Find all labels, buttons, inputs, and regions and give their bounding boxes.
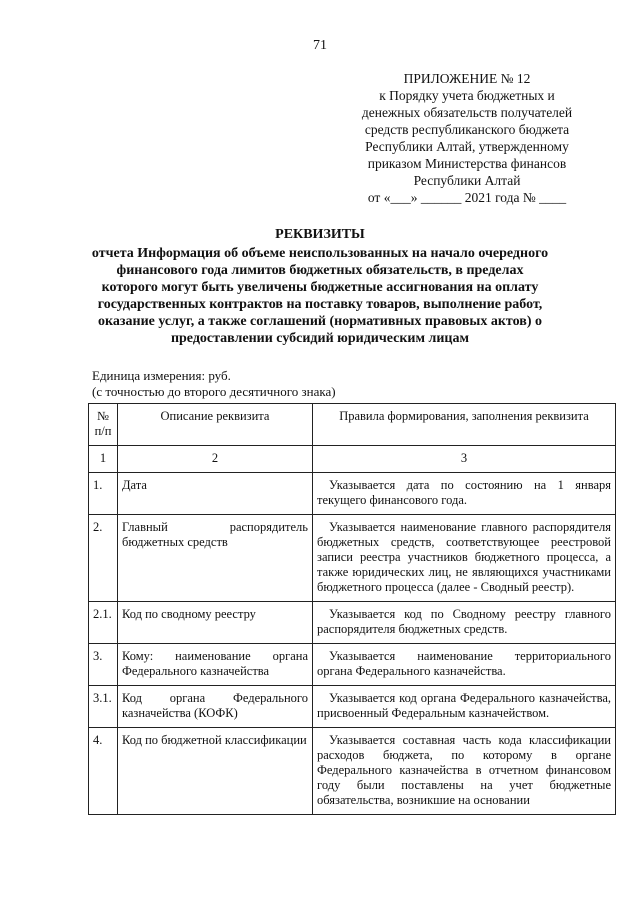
page-number: 71 — [313, 38, 327, 53]
appendix-line: к Порядку учета бюджетных и — [379, 88, 555, 103]
row-description: Код органа Федерального казначейства (КОФК) — [118, 686, 313, 728]
units-note — [92, 368, 336, 400]
document-title — [40, 226, 600, 347]
table-row — [89, 686, 616, 728]
table-row — [89, 728, 616, 815]
table-row — [89, 602, 616, 644]
row-rule: Указывается дата по состоянию на 1 января текущего финансового года. — [313, 473, 616, 515]
title-line: отчета Информация об объеме неиспользованных на начало очередного — [91, 246, 549, 261]
row-number: 1. — [89, 473, 118, 515]
row-rule: Указывается наименование главного распорядителя бюджетных средств, соответствующее реестровой записи реестра участников бюджетного процесса, а также юридических лиц, не являющихся участниками бюджетного процесса (далее - Сводный реестр). — [313, 515, 616, 602]
appendix-block — [332, 70, 602, 206]
row-rule: Указывается наименование территориального органа Федерального казначейства. — [313, 644, 616, 686]
row-number: 2. — [89, 515, 118, 602]
appendix-line: средств республиканского бюджета — [364, 122, 570, 137]
appendix-line: Республики Алтай, утвержденному — [365, 139, 569, 154]
title-line: оказание услуг, а также соглашений (нормативных правовых актов) о — [98, 314, 542, 329]
row-rule: Указывается код по Сводному реестру главного распорядителя бюджетных средств. — [313, 602, 616, 644]
row-rule: Указывается код органа Федерального казначейства, присвоенный Федеральным казначейством. — [313, 686, 616, 728]
row-description: Код по сводному реестру — [118, 602, 313, 644]
row-number: 3.1. — [89, 686, 118, 728]
appendix-line: Республики Алтай — [413, 173, 521, 188]
title-line: государственных контрактов на поставку товаров, выполнение работ, — [97, 297, 543, 312]
row-number: 2.1. — [89, 602, 118, 644]
appendix-line: денежных обязательств получателей — [361, 105, 573, 120]
row-number: 3. — [89, 644, 118, 686]
row-description: Дата — [118, 473, 313, 515]
header-rules: Правила формирования, заполнения реквизита — [313, 404, 616, 446]
title-line: которого могут быть увеличены бюджетные ассигнования на оплату — [101, 280, 539, 295]
appendix-line: ПРИЛОЖЕНИЕ № 12 — [403, 71, 531, 86]
row-description: Код по бюджетной классификации — [118, 728, 313, 815]
appendix-line: приказом Министерства финансов — [367, 156, 567, 171]
header-number: № п/п — [89, 404, 118, 446]
units-precision: (с точностью до второго десятичного знака) — [92, 384, 336, 399]
row-rule: Указывается составная часть кода классификации расходов бюджета, по которому в органе Федерального казначейства в отчетном финансовом году были поставлены на учет бюджетные обязательства, возникшие на основании — [313, 728, 616, 815]
table-header-row — [89, 404, 616, 446]
table-row — [89, 473, 616, 515]
row-description: Главный распорядитель бюджетных средств — [118, 515, 313, 602]
appendix-line: от «___» ______ 2021 года № ____ — [367, 190, 567, 205]
column-number: 2 — [118, 446, 313, 473]
title-line: финансового года лимитов бюджетных обязательств, в пределах — [116, 263, 524, 278]
title-line: предоставлении субсидий юридическим лицам — [170, 331, 470, 346]
row-description: Кому: наименование органа Федерального казначейства — [118, 644, 313, 686]
table-column-numbers-row — [89, 446, 616, 473]
column-number: 3 — [313, 446, 616, 473]
column-number: 1 — [89, 446, 118, 473]
units-line: Единица измерения: руб. — [92, 368, 231, 383]
header-description: Описание реквизита — [118, 404, 313, 446]
table-row — [89, 515, 616, 602]
requisites-table — [88, 403, 616, 815]
title-heading: РЕКВИЗИТЫ — [275, 227, 365, 242]
row-number: 4. — [89, 728, 118, 815]
table-row — [89, 644, 616, 686]
